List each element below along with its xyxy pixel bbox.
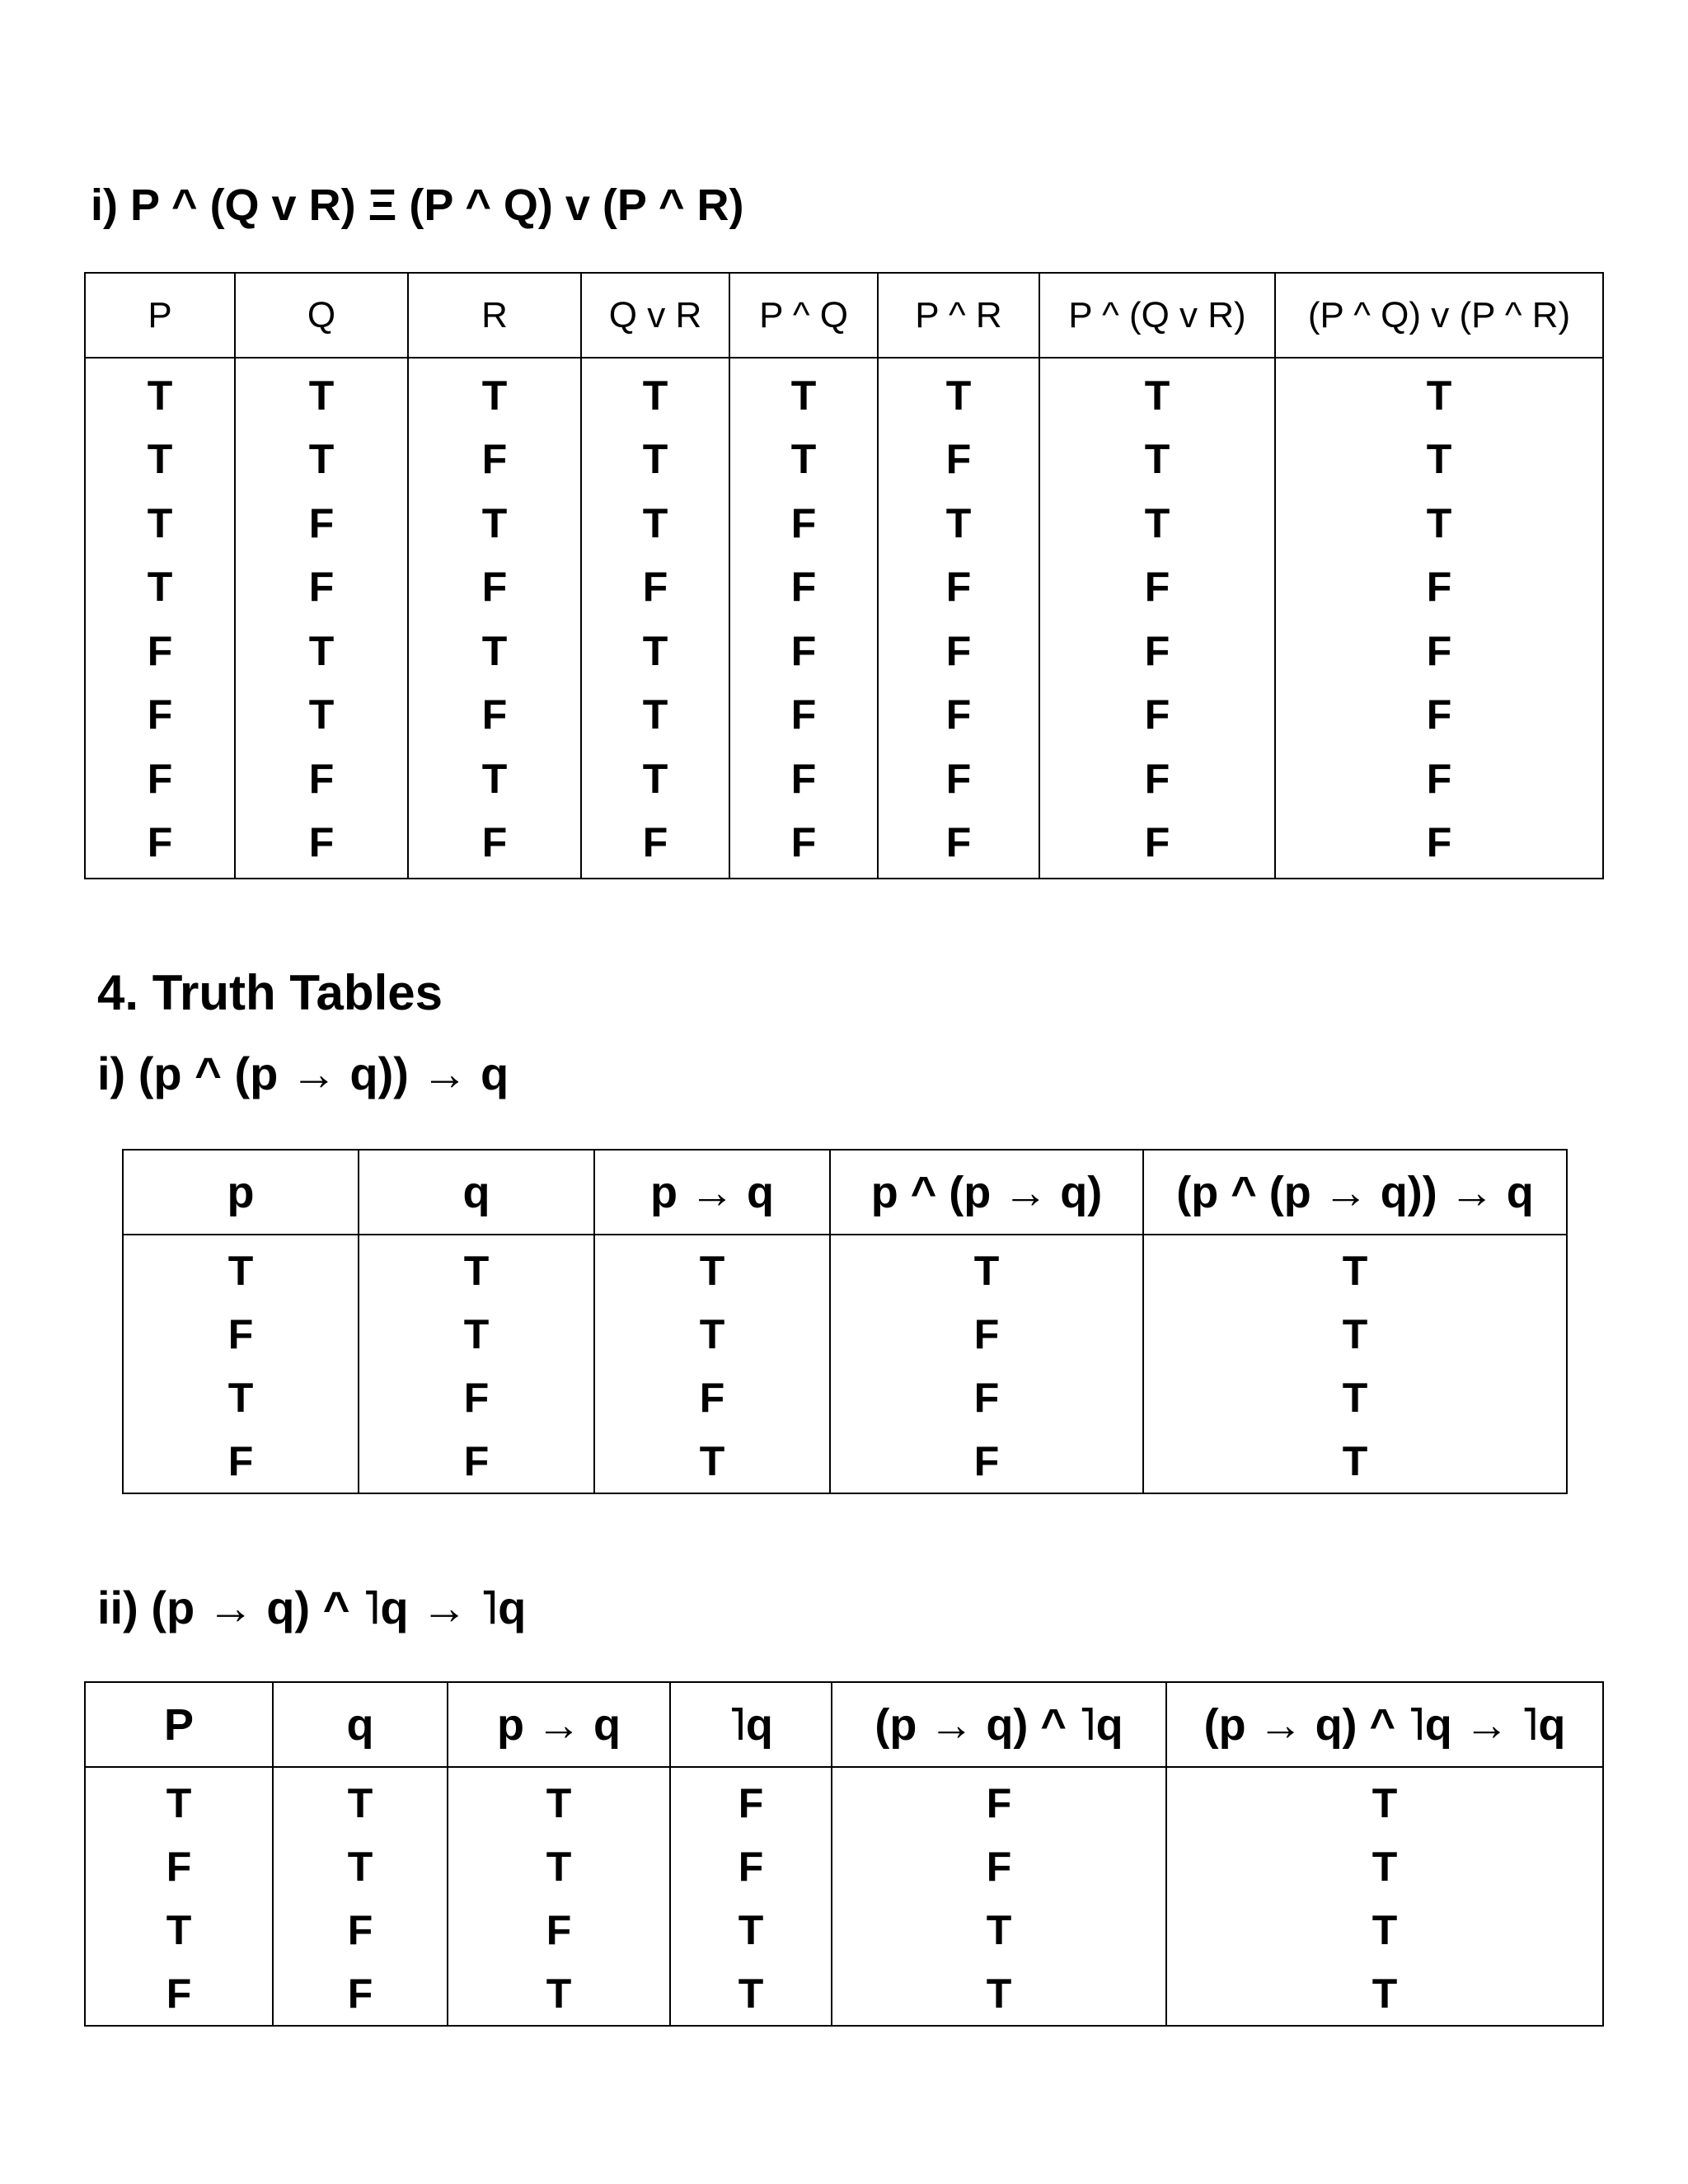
table-cell: T <box>581 428 729 492</box>
table-cell: T <box>448 1835 670 1898</box>
table-cell: T <box>581 358 729 428</box>
table-row <box>85 811 1603 879</box>
table-cell: T <box>408 491 581 555</box>
table-cell: T <box>408 358 581 428</box>
table-cell: F <box>408 555 581 620</box>
table-cell: T <box>594 1302 830 1366</box>
table-cell: F <box>1275 811 1603 879</box>
table-cell: F <box>273 1961 448 2026</box>
table-cell: F <box>832 1835 1166 1898</box>
table-cell: T <box>408 619 581 683</box>
table-cell: T <box>359 1302 594 1366</box>
table-cell: F <box>830 1429 1143 1493</box>
table-cell: T <box>581 747 729 811</box>
column-header: Q <box>235 273 408 358</box>
section-3-heading: ii) (p → q) ^ ˥q → ˥q <box>97 1582 527 1633</box>
table-cell: F <box>359 1366 594 1429</box>
table-cell: T <box>670 1898 832 1961</box>
table-cell: T <box>448 1961 670 2026</box>
table-header-row <box>123 1150 1567 1235</box>
table-cell: F <box>85 619 235 683</box>
truth-table-distributive <box>84 272 1604 879</box>
column-header: (p → q) ^ ˥q <box>832 1682 1166 1767</box>
table-cell: T <box>235 428 408 492</box>
table-cell: T <box>1275 358 1603 428</box>
table-cell: F <box>830 1366 1143 1429</box>
column-header: p ^ (p → q) <box>830 1150 1143 1235</box>
table-cell: F <box>408 428 581 492</box>
table-row <box>85 1961 1603 2026</box>
table-cell: T <box>448 1767 670 1835</box>
table-cell: F <box>670 1767 832 1835</box>
table-cell: F <box>1039 555 1275 620</box>
column-header: (P ^ Q) v (P ^ R) <box>1275 273 1603 358</box>
table-cell: F <box>729 747 878 811</box>
table-cell: F <box>1039 811 1275 879</box>
truth-table-modus-ponens <box>122 1149 1568 1494</box>
column-header: p → q <box>448 1682 670 1767</box>
table-cell: F <box>878 555 1039 620</box>
table-cell: F <box>85 747 235 811</box>
table-cell: F <box>729 811 878 879</box>
table-cell: F <box>832 1767 1166 1835</box>
table-cell: F <box>1275 747 1603 811</box>
column-header: p <box>123 1150 359 1235</box>
table-cell: F <box>729 491 878 555</box>
table-cell: F <box>594 1366 830 1429</box>
table-cell: T <box>594 1429 830 1493</box>
section-2-heading: i) (p ^ (p → q)) → q <box>97 1047 509 1099</box>
column-header: R <box>408 273 581 358</box>
table-cell: T <box>832 1961 1166 2026</box>
column-header: P ^ Q <box>729 273 878 358</box>
table-cell: F <box>729 683 878 748</box>
table-cell: F <box>729 555 878 620</box>
table-row <box>85 555 1603 620</box>
table-cell: F <box>448 1898 670 1961</box>
table-header-row <box>85 1682 1603 1767</box>
table-row <box>123 1235 1567 1302</box>
table-row <box>85 428 1603 492</box>
table-cell: F <box>878 428 1039 492</box>
table-cell: T <box>123 1235 359 1302</box>
table-cell: F <box>408 811 581 879</box>
table-cell: F <box>878 747 1039 811</box>
table-cell: T <box>408 747 581 811</box>
table-cell: F <box>235 811 408 879</box>
table-cell: F <box>729 619 878 683</box>
table-cell: F <box>581 555 729 620</box>
section-1-heading: i) P ^ (Q v R) Ξ (P ^ Q) v (P ^ R) <box>91 180 744 230</box>
table-cell: T <box>581 491 729 555</box>
table-cell: T <box>235 683 408 748</box>
table-cell: F <box>359 1429 594 1493</box>
table-cell: T <box>729 428 878 492</box>
table-cell: F <box>85 811 235 879</box>
table-cell: T <box>85 358 235 428</box>
column-header: (p → q) ^ ˥q → ˥q <box>1166 1682 1603 1767</box>
table-cell: F <box>1039 747 1275 811</box>
column-header: q <box>273 1682 448 1767</box>
table-cell: F <box>85 1835 273 1898</box>
table-cell: F <box>1275 555 1603 620</box>
column-header: (p ^ (p → q)) → q <box>1143 1150 1567 1235</box>
table-cell: T <box>878 491 1039 555</box>
table-cell: T <box>85 1898 273 1961</box>
table-cell: T <box>1166 1961 1603 2026</box>
table-cell: T <box>1039 491 1275 555</box>
column-header: P ^ (Q v R) <box>1039 273 1275 358</box>
table-row <box>85 491 1603 555</box>
table-cell: F <box>878 619 1039 683</box>
table-row <box>85 747 1603 811</box>
table-cell: T <box>1143 1235 1567 1302</box>
table-cell: T <box>85 491 235 555</box>
table-cell: T <box>1166 1767 1603 1835</box>
table-row <box>85 358 1603 428</box>
table-row <box>85 1767 1603 1835</box>
table-cell: T <box>1275 491 1603 555</box>
table-cell: F <box>235 491 408 555</box>
truth-table-conjunction-negation <box>84 1681 1604 2027</box>
column-header: P ^ R <box>878 273 1039 358</box>
table-cell: F <box>235 747 408 811</box>
table-row <box>85 1898 1603 1961</box>
table-cell: T <box>235 619 408 683</box>
table-cell: T <box>1166 1898 1603 1961</box>
table-cell: F <box>273 1898 448 1961</box>
table-cell: T <box>1143 1429 1567 1493</box>
table-cell: T <box>830 1235 1143 1302</box>
table-cell: F <box>878 683 1039 748</box>
table-cell: T <box>670 1961 832 2026</box>
table-cell: F <box>830 1302 1143 1366</box>
table-cell: T <box>878 358 1039 428</box>
table-cell: T <box>85 555 235 620</box>
table-cell: T <box>273 1835 448 1898</box>
table-cell: F <box>85 1961 273 2026</box>
table-cell: T <box>123 1366 359 1429</box>
table-cell: T <box>1275 428 1603 492</box>
table-cell: T <box>1039 428 1275 492</box>
table-cell: F <box>1039 619 1275 683</box>
table-cell: T <box>1166 1835 1603 1898</box>
table-cell: T <box>832 1898 1166 1961</box>
section-title: 4. Truth Tables <box>97 965 443 1020</box>
table-cell: T <box>1143 1302 1567 1366</box>
table-cell: F <box>581 811 729 879</box>
table-row <box>85 1835 1603 1898</box>
table-row <box>123 1366 1567 1429</box>
table-cell: F <box>408 683 581 748</box>
table-cell: T <box>85 1767 273 1835</box>
table-cell: F <box>123 1429 359 1493</box>
table-cell: T <box>273 1767 448 1835</box>
table-cell: T <box>594 1235 830 1302</box>
table-cell: F <box>1275 683 1603 748</box>
table-cell: T <box>581 683 729 748</box>
column-header: p → q <box>594 1150 830 1235</box>
table-cell: F <box>235 555 408 620</box>
table-cell: T <box>235 358 408 428</box>
table-cell: T <box>1039 358 1275 428</box>
column-header: ˥q <box>670 1682 832 1767</box>
table-row <box>123 1429 1567 1493</box>
table-row <box>123 1302 1567 1366</box>
table-header-row <box>85 273 1603 358</box>
column-header: Q v R <box>581 273 729 358</box>
table-cell: T <box>729 358 878 428</box>
table-cell: F <box>1275 619 1603 683</box>
table-cell: F <box>878 811 1039 879</box>
table-cell: F <box>670 1835 832 1898</box>
table-cell: F <box>85 683 235 748</box>
table-cell: T <box>1143 1366 1567 1429</box>
table-cell: T <box>85 428 235 492</box>
table-row <box>85 619 1603 683</box>
table-cell: F <box>123 1302 359 1366</box>
column-header: q <box>359 1150 594 1235</box>
table-cell: F <box>1039 683 1275 748</box>
table-cell: T <box>359 1235 594 1302</box>
column-header: P <box>85 273 235 358</box>
table-row <box>85 683 1603 748</box>
column-header: P <box>85 1682 273 1767</box>
table-cell: T <box>581 619 729 683</box>
